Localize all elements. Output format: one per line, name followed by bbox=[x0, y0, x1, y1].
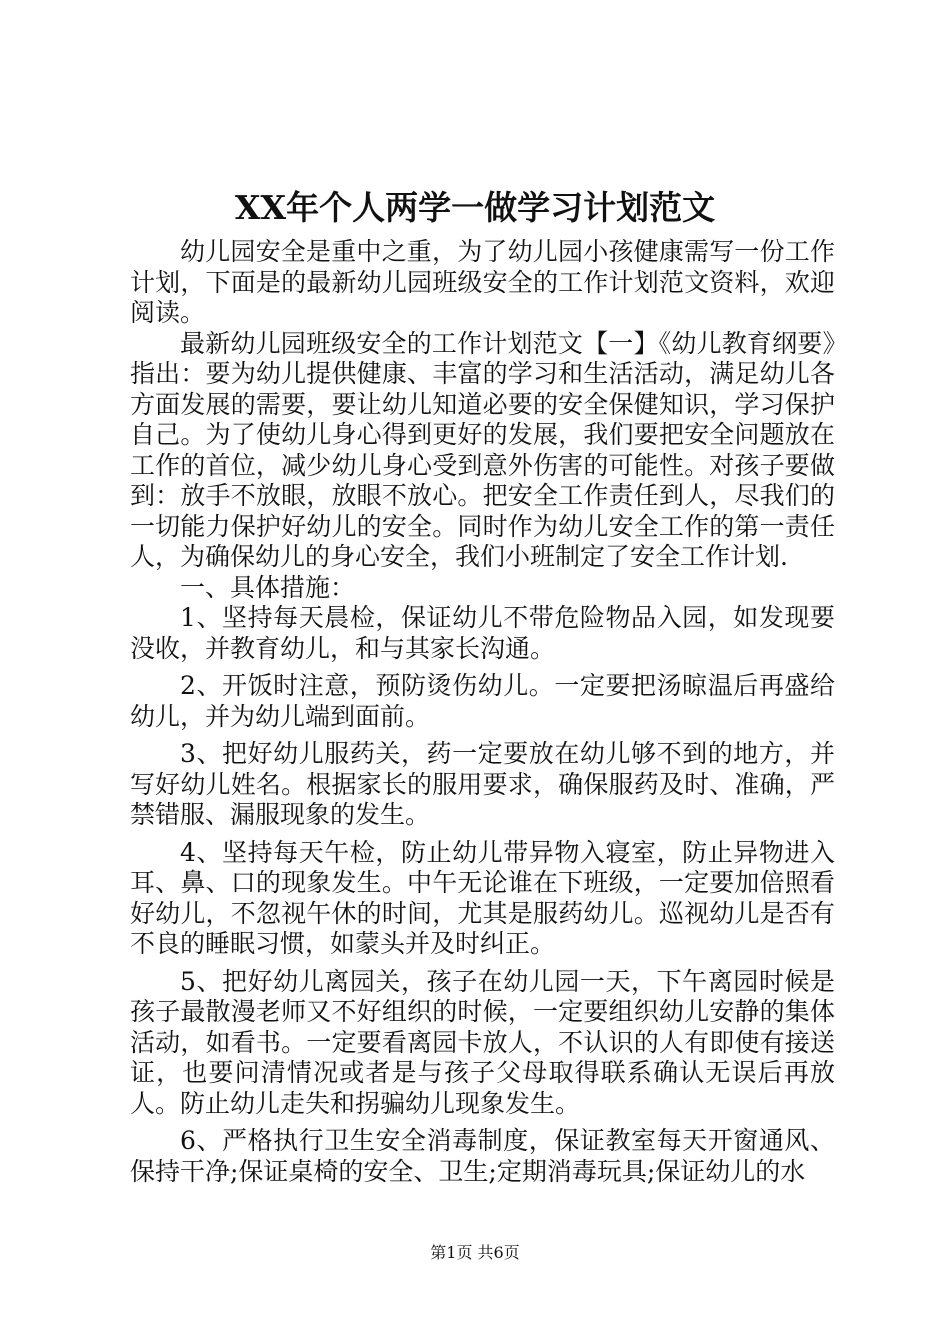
paragraph-plan-one: 最新幼儿园班级安全的工作计划范文【一】《幼儿教育纲要》指出：要为幼儿提供健康、丰富的学习和生活活动，满足幼儿各方面发展的需要，要让幼儿知道必要的安全保健知识，学习保护自己。为了使幼儿身心得到更好的发展，我们要把安全问题放在工作的首位，减少幼儿身心受到意外伤害的可能性。对孩子要做到：放手不放眼，放眼不放心。把安全工作责任到人，尽我们的一切能力保护好幼儿的安全。同时作为幼儿安全工作的第一责任人，为确保幼儿的身心安全，我们小班制定了安全工作计划. bbox=[130, 328, 835, 571]
paragraph-item-6: 6、严格执行卫生安全消毒制度，保证教室每天开窗通风、保持干净;保证桌椅的安全、卫生;定期消毒玩具;保证幼儿的水 bbox=[130, 1126, 835, 1186]
paragraph-item-3: 3、把好幼儿服药关，药一定要放在幼儿够不到的地方，并写好幼儿姓名。根据家长的服用要求，确保服药及时、准确，严禁错服、漏服现象的发生。 bbox=[130, 739, 835, 829]
paragraph-intro: 幼儿园安全是重中之重，为了幼儿园小孩健康需写一份工作计划，下面是的最新幼儿园班级安全的工作计划范文资料，欢迎阅读。 bbox=[130, 237, 835, 327]
paragraph-item-4: 4、坚持每天午检，防止幼儿带异物入寝室，防止异物进入耳、鼻、口的现象发生。中午无论谁在下班级，一定要加倍照看好幼儿，不忽视午休的时间，尤其是服药幼儿。巡视幼儿是否有不良的睡眠习惯，如蒙头并及时纠正。 bbox=[130, 837, 835, 958]
document-body bbox=[130, 237, 835, 1187]
paragraph-section-heading: 一、具体措施： bbox=[180, 572, 356, 602]
paragraph-item-5: 5、把好幼儿离园关，孩子在幼儿园一天，下午离园时候是孩子最散漫老师又不好组织的时候，一定要组织幼儿安静的集体活动，如看书。一定要看离园卡放人，不认识的人有即使有接送证，也要问清情况或者是与孩子父母取得联系确认无误后再放人。防止幼儿走失和拐骗幼儿现象发生。 bbox=[130, 966, 835, 1118]
page-number-footer: 第1页 共6页 bbox=[430, 1243, 520, 1262]
document-title: XX年个人两学一做学习计划范文 bbox=[234, 188, 716, 227]
paragraph-item-2: 2、开饭时注意，预防烫伤幼儿。一定要把汤晾温后再盛给幼儿，并为幼儿端到面前。 bbox=[130, 671, 835, 731]
paragraph-item-1: 1、坚持每天晨检，保证幼儿不带危险物品入园，如发现要没收，并教育幼儿，和与其家长沟通。 bbox=[130, 603, 835, 663]
